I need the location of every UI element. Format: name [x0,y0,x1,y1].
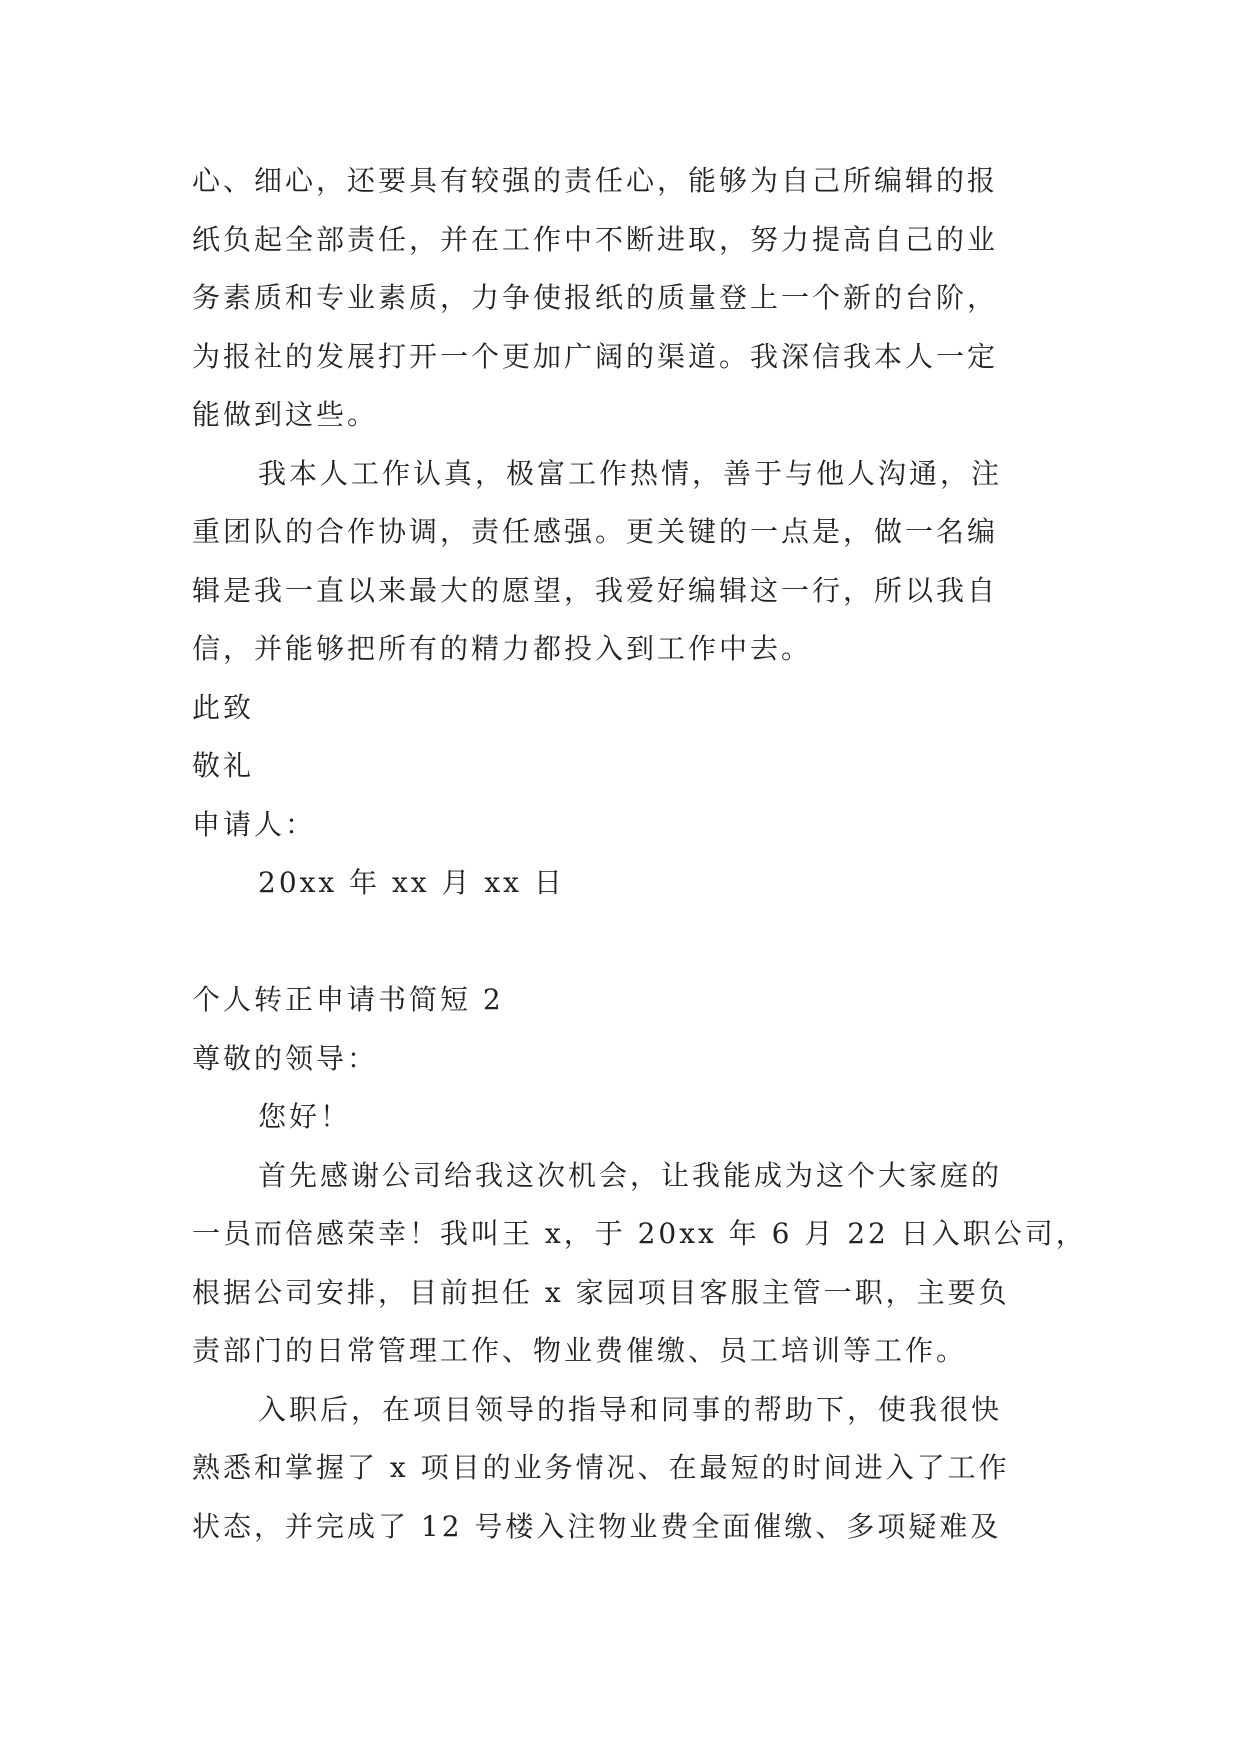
text-line: 辑是我一直以来最大的愿望，我爱好编辑这一行，所以我自 [192,573,999,607]
date-line: 20xx 年 xx 月 xx 日 [258,866,565,899]
text-line: 根据公司安排，目前担任 x 家园项目客服主管一职，主要负 [192,1275,1010,1309]
text-line: 一员而倍感荣幸！我叫王 x，于 20xx 年 6 月 22 日入职公司， [192,1217,1087,1250]
closing-line: 敬礼 [192,749,255,782]
text-line: 信，并能够把所有的精力都投入到工作中去。 [192,632,813,665]
spacer [192,913,1050,972]
text-line: 状态，并完成了 12 号楼入注物业费全面催缴、多项疑难及 [192,1509,1002,1543]
document-body [192,152,1087,1556]
greeting: 您好！ [258,1100,352,1133]
text-line: 入职后，在项目领导的指导和同事的帮助下，使我很快 [258,1392,1003,1426]
text-line: 首先感谢公司给我这次机会，让我能成为这个大家庭的 [258,1158,1003,1192]
text-line: 为报社的发展打开一个更加广阔的渠道。我深信我本人一定 [192,339,999,373]
text-line: 纸负起全部责任，并在工作中不断进取，努力提高自己的业 [192,222,999,256]
text-line: 我本人工作认真，极富工作热情，善于与他人沟通，注 [258,456,1003,490]
text-line: 能做到这些。 [192,398,379,431]
text-line: 责部门的日常管理工作、物业费催缴、员工培训等工作。 [192,1334,968,1367]
applicant-label: 申请人： [192,807,317,841]
text-line: 熟悉和掌握了 x 项目的业务情况、在最短的时间进入了工作 [192,1451,1010,1484]
text-line: 重团队的合作协调，责任感强。更关键的一点是，做一名编 [192,515,999,548]
closing-line: 此致 [192,690,255,724]
text-line: 务素质和专业素质，力争使报纸的质量登上一个新的台阶， [192,281,999,314]
section-title: 个人转正申请书简短 2 [192,983,504,1016]
salutation: 尊敬的领导： [192,1041,379,1075]
text-line: 心、细心，还要具有较强的责任心，能够为自己所编辑的报 [192,164,999,197]
